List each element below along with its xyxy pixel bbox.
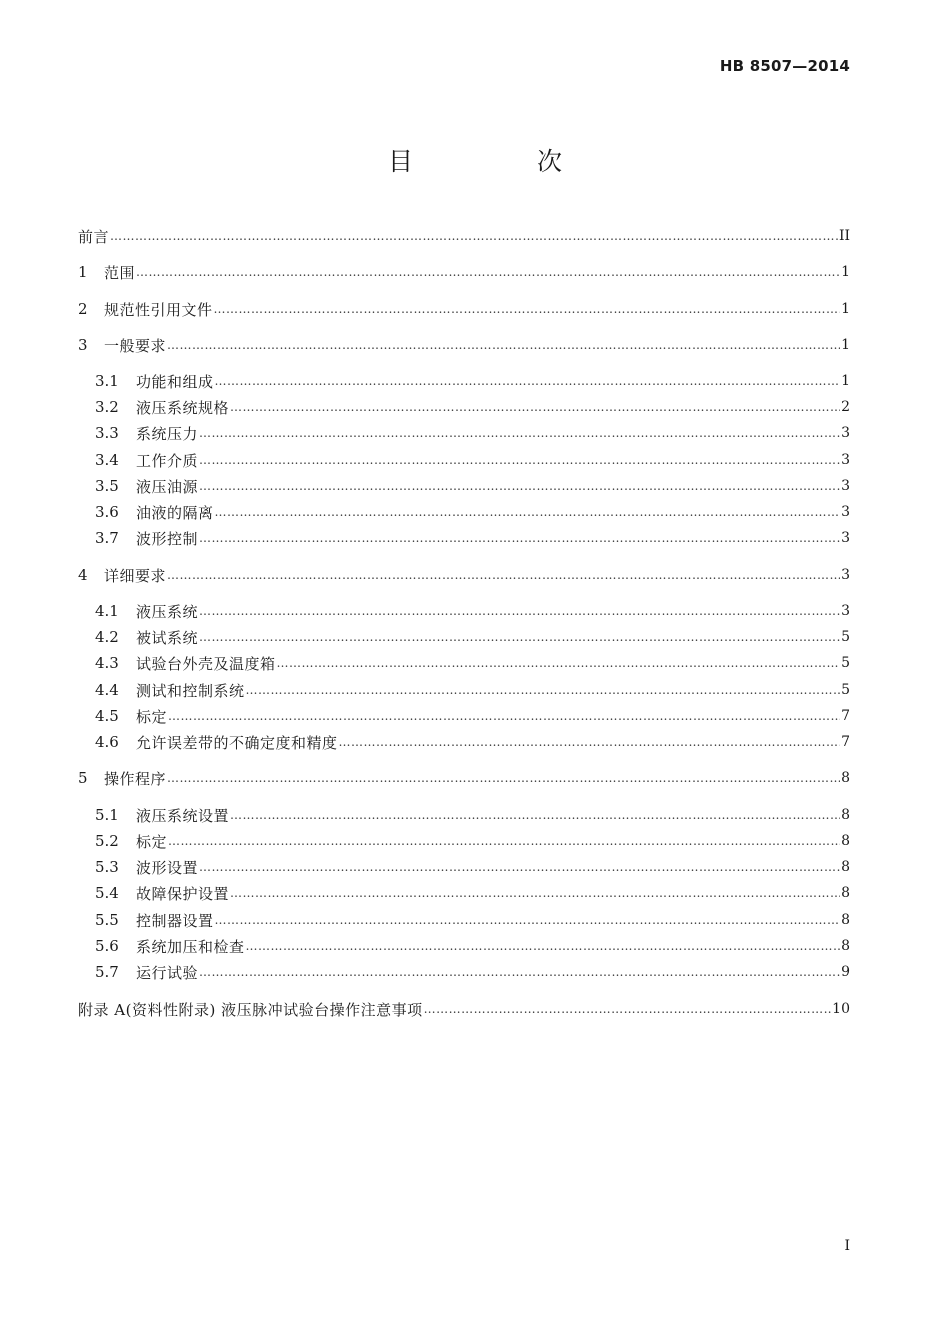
toc-entry-number: 3.5 (95, 477, 119, 495)
toc-dot-leader (110, 229, 838, 243)
toc-entry-number: 3.7 (95, 529, 119, 547)
toc-entry-label: 被试系统 (136, 628, 199, 647)
toc-entry-page: 3 (841, 478, 850, 494)
toc-entry[interactable] (95, 704, 850, 728)
toc-entry-page: 7 (841, 734, 850, 750)
toc-entry-label: 允许误差带的不确定度和精度 (136, 733, 338, 752)
toc-entry[interactable] (95, 625, 850, 649)
toc-dot-leader (230, 886, 840, 900)
toc-entry-label: 标定 (136, 832, 168, 851)
toc-entry-number: 5.7 (95, 963, 119, 981)
toc-entry-page: 8 (841, 912, 850, 928)
toc-entry[interactable] (78, 297, 850, 321)
toc-dot-leader (199, 604, 840, 618)
toc-entry-label: 运行试验 (136, 963, 199, 982)
toc-entry-page: 1 (841, 301, 850, 317)
toc-dot-leader (246, 939, 841, 953)
toc-entry[interactable] (95, 855, 850, 879)
toc-dot-leader (168, 834, 840, 848)
toc-entry[interactable] (95, 395, 850, 419)
toc-entry-page: 10 (832, 1001, 850, 1017)
toc-dot-leader (199, 630, 840, 644)
toc-entry[interactable] (95, 803, 850, 827)
toc-dot-leader (167, 568, 840, 582)
toc-dot-leader (277, 656, 841, 670)
toc-entry-page: 2 (841, 399, 850, 415)
toc-entry-label: 液压系统设置 (136, 806, 230, 825)
toc-dot-leader (339, 735, 841, 749)
toc-entry-number: 4.4 (95, 681, 119, 699)
toc-dot-leader (199, 531, 840, 545)
toc-dot-leader (214, 302, 841, 316)
toc-entry-label: 范围 (104, 263, 136, 282)
toc-entry[interactable] (78, 563, 850, 587)
toc-entry[interactable] (78, 224, 850, 248)
toc-entry[interactable] (95, 881, 850, 905)
toc-entry-number: 4.5 (95, 707, 119, 725)
toc-dot-leader (199, 860, 840, 874)
toc-entry-number: 5.3 (95, 858, 119, 876)
toc-entry-number: 4.6 (95, 733, 119, 751)
toc-entry-number: 5 (78, 769, 88, 787)
toc-entry-page: 8 (841, 770, 850, 786)
toc-entry[interactable] (78, 333, 850, 357)
toc-entry-number: 5.5 (95, 911, 119, 929)
toc-entry[interactable] (95, 474, 850, 498)
toc-entry[interactable] (95, 829, 850, 853)
toc-dot-leader (230, 400, 840, 414)
toc-entry[interactable] (95, 448, 850, 472)
toc-entry-number: 5.4 (95, 884, 119, 902)
toc-entry-label: 详细要求 (104, 566, 167, 585)
toc-entry[interactable] (95, 369, 850, 393)
toc-entry-page: 8 (841, 807, 850, 823)
toc-entry-label: 一般要求 (104, 336, 167, 355)
toc-entry-label: 系统压力 (136, 424, 199, 443)
toc-entry-number: 5.1 (95, 806, 119, 824)
toc-dot-leader (230, 808, 840, 822)
toc-entry-page: 1 (841, 373, 850, 389)
toc-entry[interactable] (95, 678, 850, 702)
page-title: 目 次 (388, 147, 620, 176)
toc-entry-page: 3 (841, 567, 850, 583)
toc-entry[interactable] (95, 934, 850, 958)
toc-entry-label: 波形控制 (136, 529, 199, 548)
toc-dot-leader (168, 709, 840, 723)
toc-entry-page: 8 (841, 859, 850, 875)
toc-entry-page: II (838, 228, 850, 244)
toc-entry-page: 5 (841, 629, 850, 645)
toc-entry-number: 3 (78, 336, 88, 354)
toc-dot-leader (215, 505, 841, 519)
toc-entry-number: 4.3 (95, 654, 119, 672)
toc-entry[interactable] (95, 651, 850, 675)
document-code: HB 8507—2014 (719, 57, 850, 75)
toc-entry-number: 5.2 (95, 832, 119, 850)
toc-entry-label: 测试和控制系统 (136, 681, 245, 700)
toc-entry-page: 8 (841, 938, 850, 954)
toc-entry-label: 操作程序 (104, 769, 167, 788)
toc-entry-page: 3 (841, 530, 850, 546)
toc-entry-page: 8 (841, 833, 850, 849)
toc-entry-label: 液压系统 (136, 602, 199, 621)
toc-entry-number: 5.6 (95, 937, 119, 955)
toc-dot-leader (136, 265, 840, 279)
toc-entry-label: 附录 A(资料性附录) 液压脉冲试验台操作注意事项 (78, 1000, 423, 1019)
toc-entry-number: 3.4 (95, 451, 119, 469)
toc-entry-label: 液压系统规格 (136, 398, 230, 417)
toc-entry-number: 3.3 (95, 424, 119, 442)
toc-entry-page: 8 (841, 885, 850, 901)
toc-dot-leader (199, 453, 840, 467)
toc-entry-page: 3 (841, 425, 850, 441)
toc-dot-leader (215, 374, 841, 388)
toc-entry-number: 4.2 (95, 628, 119, 646)
toc-entry[interactable] (95, 908, 850, 932)
toc-entry-page: 3 (841, 603, 850, 619)
toc-dot-leader (199, 965, 840, 979)
toc-entry-page: 1 (841, 264, 850, 280)
toc-entry[interactable] (95, 960, 850, 984)
toc-entry-number: 4.1 (95, 602, 119, 620)
toc-entry-label: 标定 (136, 707, 168, 726)
toc-entry-label: 前言 (78, 227, 110, 246)
toc-entry-label: 油液的隔离 (136, 503, 214, 522)
toc-entry-page: 1 (841, 337, 850, 353)
toc-entry-label: 故障保护设置 (136, 884, 230, 903)
toc-dot-leader (167, 771, 840, 785)
toc-dot-leader (199, 426, 840, 440)
toc-entry-label: 功能和组成 (136, 372, 214, 391)
toc-entry[interactable] (78, 260, 850, 284)
toc-entry-label: 控制器设置 (136, 911, 214, 930)
toc-entry-number: 2 (78, 300, 88, 318)
toc-entry[interactable] (78, 997, 850, 1021)
toc-entry-page: 9 (841, 964, 850, 980)
toc-entry-page: 5 (841, 655, 850, 671)
toc-entry[interactable] (95, 599, 850, 623)
toc-entry[interactable] (78, 766, 850, 790)
toc-entry[interactable] (95, 730, 850, 754)
toc-dot-leader (424, 1002, 832, 1016)
toc-dot-leader (246, 683, 841, 697)
page-number: I (844, 1238, 850, 1254)
toc-entry-page: 3 (841, 504, 850, 520)
toc-dot-leader (215, 913, 841, 927)
toc-entry-number: 4 (78, 566, 88, 584)
toc-dot-leader (167, 338, 840, 352)
toc-entry-page: 7 (841, 708, 850, 724)
toc-entry-label: 液压油源 (136, 477, 199, 496)
toc-entry-label: 规范性引用文件 (104, 300, 213, 319)
toc-entry-number: 1 (78, 263, 88, 281)
toc-entry-number: 3.1 (95, 372, 119, 390)
toc-entry-number: 3.6 (95, 503, 119, 521)
toc-entry-page: 3 (841, 452, 850, 468)
toc-entry-page: 5 (841, 682, 850, 698)
toc-entry-label: 波形设置 (136, 858, 199, 877)
toc-entry[interactable] (95, 421, 850, 445)
toc-entry[interactable] (95, 526, 850, 550)
toc-entry-label: 系统加压和检查 (136, 937, 245, 956)
toc-entry[interactable] (95, 500, 850, 524)
toc-entry-label: 试验台外壳及温度箱 (136, 654, 276, 673)
toc-entry-label: 工作介质 (136, 451, 199, 470)
toc-entry-number: 3.2 (95, 398, 119, 416)
toc-dot-leader (199, 479, 840, 493)
